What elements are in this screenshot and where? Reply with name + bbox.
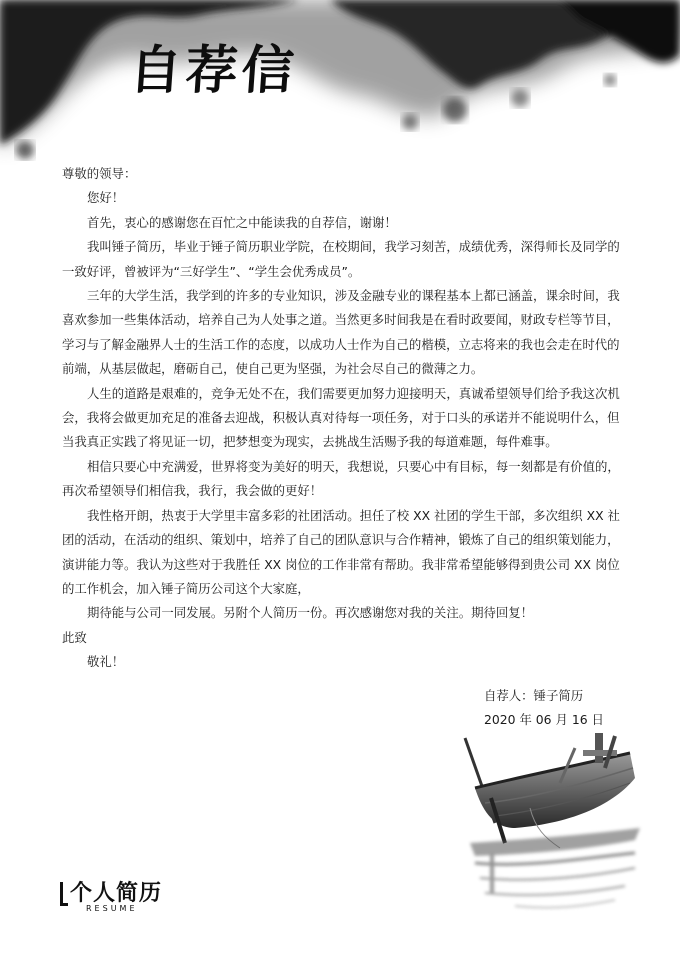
closing-ci-zhi: 此致 bbox=[62, 629, 87, 645]
paragraph: 三年的大学生活，我学到的许多的专业知识，涉及金融专业的课程基本上都已涵盖，课余时间，我喜欢参加一些集体活动，培养自己为人处事之道。当然更多时间我是在看时政要闻，财政专栏等节目，学习与了解金融界人士的生活工作的态度，以成功人士作为自己的楷模，立志将来的我也会走在时代的前端，从基层做起，磨砺自己，使自己更为坚强，为社会尽自己的微薄之力。 bbox=[62, 288, 620, 377]
paragraph: 我叫锤子简历，毕业于锤子简历职业学院，在校期间，我学习刻苦，成绩优秀，深得师长及同学的一致好评，曾被评为“三好学生”、“学生会优秀成员”。 bbox=[62, 239, 620, 279]
ink-wash-header bbox=[0, 0, 680, 170]
brand-logo-subtext: RESUME bbox=[86, 904, 138, 913]
boat-illustration bbox=[455, 728, 655, 918]
signature-block bbox=[484, 684, 604, 733]
recommender: 自荐人：锤子简历 bbox=[484, 688, 584, 703]
paragraph: 相信只要心中充满爱，世界将变为美好的明天，我想说，只要心中有目标，每一刻都是有价值的，再次希望领导们相信我，我行，我会做的更好！ bbox=[62, 458, 620, 499]
brand-logo bbox=[60, 876, 170, 918]
paragraph: 期待能与公司一同发展。另附个人简历一份。再次感谢您对我的关注。期待回复！ bbox=[87, 605, 534, 621]
greeting: 您好！ bbox=[87, 190, 125, 206]
paragraph: 首先，衷心的感谢您在百忙之中能读我的自荐信，谢谢！ bbox=[87, 214, 397, 230]
salutation: 尊敬的领导： bbox=[62, 166, 137, 181]
letter-title: 自荐信 bbox=[127, 40, 300, 101]
brand-mark-icon bbox=[60, 882, 68, 906]
paragraph: 我性格开朗，热衷于大学里丰富多彩的社团活动。担任了校 XX 社团的学生干部，多次组织 XX 社团的活动，在活动的组织、策划中，培养了自己的团队意识与合作精神，锻炼了自己的组织策划能力，演讲能力等。我认为这些对于我胜任 XX 岗位的工作非常有帮助。我非常希望能够得到贵公司 XX 岗位的工作机会，加入锤子简历公司这个大家庭， bbox=[62, 507, 620, 596]
date: 2020 年 06 月 16 日 bbox=[484, 712, 604, 728]
brand-logo-text: 个人简历 bbox=[70, 881, 163, 906]
closing-jing-li: 敬礼！ bbox=[87, 654, 125, 670]
letter-body bbox=[62, 162, 622, 675]
paragraph: 人生的道路是艰难的，竞争无处不在，我们需要更加努力迎接明天，真诚希望领导们给予我这次机会，我将会做更加充足的准备去迎战，积极认真对待每一项任务，对于口头的承诺并不能说明什么，但当我真正实践了将见证一切，把梦想变为现实，去挑战生活赐予我的每道难题，每件难事。 bbox=[62, 385, 620, 450]
